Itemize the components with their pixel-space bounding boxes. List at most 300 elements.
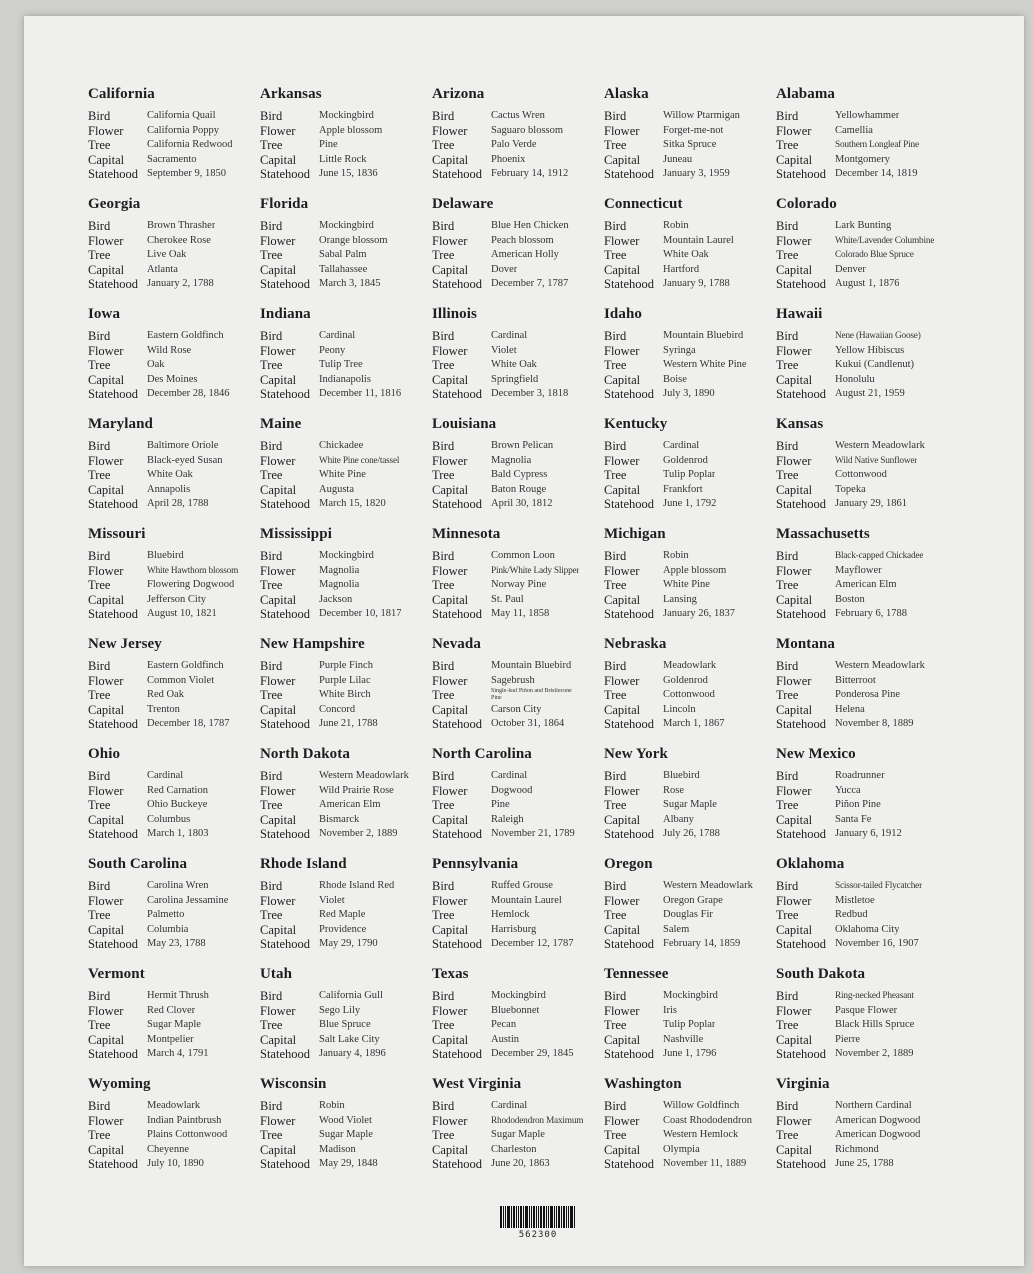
capital-value: Richmond [835,1143,879,1155]
capital-label: Capital [432,152,469,167]
capital-row [88,483,248,498]
state-name: Oregon [604,856,653,872]
capital-label: Capital [604,482,641,497]
state-name: Alaska [604,86,649,102]
bird-value: Northern Cardinal [835,1100,912,1111]
barcode-bar [546,1206,547,1228]
capital-label: Capital [432,372,469,387]
capital-value: Indianapolis [319,373,371,385]
flower-label: Flower [432,233,468,248]
bird-label: Bird [432,219,455,233]
statehood-value: August 1, 1876 [835,278,900,290]
state-card [248,960,420,1070]
flower-value: Indian Paintbrush [147,1114,222,1126]
flower-row [432,454,592,469]
bird-value: Bluebird [147,550,184,561]
flower-row [260,894,420,909]
capital-value: Santa Fe [835,813,872,825]
bird-row [432,219,592,234]
capital-label: Capital [260,702,297,717]
capital-label: Capital [604,812,641,827]
capital-label: Capital [260,372,297,387]
capital-value: Concord [319,703,356,715]
bird-label: Bird [604,329,627,343]
statehood-label: Statehood [260,277,310,292]
bird-value: Ruffed Grouse [491,880,553,891]
barcode-bar [500,1206,502,1228]
bird-row [432,659,592,674]
bird-label: Bird [88,549,111,563]
capital-value: Columbia [147,923,189,935]
statehood-value: May 29, 1848 [319,1158,378,1170]
flower-value: White/Lavender Columbine [835,235,935,246]
flower-value: Apple blossom [319,124,383,136]
tree-row [776,578,936,593]
flower-label: Flower [604,343,640,358]
capital-label: Capital [432,702,469,717]
capital-value: Austin [491,1033,520,1045]
capital-row [776,923,936,938]
bird-row [88,109,248,124]
capital-value: Annapolis [147,483,191,495]
state-card [248,850,420,960]
state-name: Oklahoma [776,856,845,872]
tree-label: Tree [260,1128,283,1143]
state-name: Texas [432,966,469,982]
flower-value: Sagebrush [491,674,535,686]
flower-label: Flower [260,123,296,138]
flower-label: Flower [432,343,468,358]
capital-row [776,483,936,498]
capital-row [88,373,248,388]
tree-value: Palmetto [147,909,185,921]
state-name: Nevada [432,636,481,652]
bird-value: Willow Ptarmigan [663,110,740,121]
flower-row [260,344,420,359]
bird-label: Bird [604,549,627,563]
statehood-label: Statehood [776,277,826,292]
statehood-value: January 2, 1788 [147,278,214,290]
capital-value: Hartford [663,263,700,275]
capital-label: Capital [88,372,125,387]
tree-value: Sugar Maple [319,1129,373,1141]
flower-value: Oregon Grape [663,894,723,906]
state-card [592,740,764,850]
flower-row [776,784,936,799]
tree-row [260,248,420,263]
tree-row [604,1018,764,1033]
tree-value: White Pine [663,579,710,591]
bird-value: Rhode Island Red [319,880,395,891]
bird-value: Mockingbird [319,550,374,561]
bird-row [776,879,936,894]
statehood-value: June 1, 1792 [663,498,717,510]
capital-row [88,703,248,718]
statehood-label: Statehood [260,1047,310,1062]
tree-label: Tree [88,1128,111,1143]
tree-label: Tree [776,1128,799,1143]
flower-value: Black-eyed Susan [147,454,223,466]
state-name: New Hampshire [260,636,365,652]
statehood-label: Statehood [432,1047,482,1062]
capital-row [604,813,764,828]
state-name: North Carolina [432,746,532,762]
statehood-row [604,937,764,952]
state-name: Hawaii [776,306,823,322]
tree-label: Tree [88,358,111,373]
tree-value: Sabal Palm [319,249,367,261]
flower-value: Red Clover [147,1004,196,1016]
capital-value: Phoenix [491,153,526,165]
capital-row [432,483,592,498]
state-card [592,630,764,740]
flower-value: Bitterroot [835,674,876,686]
tree-row [604,138,764,153]
state-card [420,850,592,960]
statehood-value: January 4, 1896 [319,1048,386,1060]
capital-row [776,153,936,168]
tree-value: Tulip Poplar [663,1019,716,1031]
bird-label: Bird [776,989,799,1003]
flower-value: Orange blossom [319,234,388,246]
flower-value: Syringa [663,344,696,356]
statehood-value: July 10, 1890 [147,1158,204,1170]
state-name: Indiana [260,306,311,322]
flower-row [604,124,764,139]
bird-row [88,329,248,344]
capital-row [776,703,936,718]
tree-row [88,248,248,263]
state-card [248,300,420,410]
bird-label: Bird [604,769,627,783]
statehood-row [776,167,936,182]
tree-value: Single-leaf Piñon and Bristlecone Pine [491,688,572,701]
bird-value: Purple Finch [319,660,373,671]
capital-label: Capital [432,1142,469,1157]
capital-row [432,1033,592,1048]
state-card [248,410,420,520]
bird-label: Bird [776,219,799,233]
tree-value: Black Hills Spruce [835,1019,915,1031]
capital-value: Boise [663,373,687,385]
state-card [764,960,936,1070]
tree-row [88,578,248,593]
flower-value: Mayflower [835,564,882,576]
flower-value: Bluebonnet [491,1004,540,1016]
flower-value: Wood Violet [319,1114,372,1126]
capital-value: Frankfort [663,483,703,495]
bird-row [604,549,764,564]
flower-label: Flower [776,233,812,248]
bird-label: Bird [776,329,799,343]
flower-value: Peony [319,344,346,356]
bird-label: Bird [776,659,799,673]
tree-row [776,1018,936,1033]
state-card [592,80,764,190]
bird-label: Bird [432,109,455,123]
bird-row [604,219,764,234]
bird-value: Meadowlark [147,1100,201,1111]
tree-row [432,908,592,923]
state-card [592,520,764,630]
statehood-row [88,387,248,402]
capital-label: Capital [88,262,125,277]
tree-row [260,688,420,703]
state-name: Massachusetts [776,526,870,542]
flower-label: Flower [604,123,640,138]
bird-row [776,769,936,784]
capital-row [776,1033,936,1048]
statehood-value: January 6, 1912 [835,828,902,840]
capital-row [88,813,248,828]
statehood-value: November 8, 1889 [835,718,914,730]
flower-row [432,784,592,799]
capital-row [432,1143,592,1158]
statehood-label: Statehood [604,937,654,952]
capital-row [776,813,936,828]
tree-label: Tree [432,248,455,263]
capital-label: Capital [260,922,297,937]
tree-value: Ohio Buckeye [147,799,208,811]
statehood-label: Statehood [260,827,310,842]
capital-label: Capital [432,1032,469,1047]
tree-label: Tree [260,688,283,703]
statehood-value: July 26, 1788 [663,828,720,840]
state-card [764,520,936,630]
bird-value: Western Meadowlark [319,770,409,781]
state-card [76,850,248,960]
state-name: Idaho [604,306,643,322]
tree-value: Oak [147,359,165,371]
statehood-value: March 4, 1791 [147,1048,209,1060]
capital-row [88,593,248,608]
capital-row [260,483,420,498]
statehood-row [88,937,248,952]
state-name: Mississippi [260,526,332,542]
statehood-row [604,167,764,182]
flower-label: Flower [776,123,812,138]
statehood-label: Statehood [260,607,310,622]
tree-value: Sitka Spruce [663,139,717,151]
barcode-bar [570,1206,573,1228]
state-name: Colorado [776,196,837,212]
statehood-row [88,1047,248,1062]
bird-label: Bird [260,329,283,343]
statehood-label: Statehood [88,277,138,292]
tree-value: Tulip Tree [319,359,363,371]
capital-value: Madison [319,1143,356,1155]
capital-value: Charleston [491,1143,537,1155]
bird-label: Bird [260,549,283,563]
statehood-label: Statehood [260,1157,310,1172]
flower-value: Goldenrod [663,674,708,686]
capital-value: Salt Lake City [319,1033,380,1045]
flower-value: Sego Lily [319,1004,361,1016]
bird-value: Willow Goldfinch [663,1100,740,1111]
flower-row [88,344,248,359]
state-name: New Jersey [88,636,162,652]
bird-value: Western Meadowlark [663,880,753,891]
tree-label: Tree [260,468,283,483]
statehood-row [88,717,248,732]
statehood-value: November 2, 1889 [319,828,398,840]
statehood-row [260,717,420,732]
statehood-row [88,277,248,292]
barcode-bar [550,1206,553,1228]
flower-label: Flower [88,123,124,138]
statehood-row [432,497,592,512]
statehood-row [260,1157,420,1172]
tree-label: Tree [260,138,283,153]
statehood-value: October 31, 1864 [491,718,565,730]
capital-row [604,1033,764,1048]
statehood-label: Statehood [432,827,482,842]
statehood-label: Statehood [432,717,482,732]
tree-value: Flowering Dogwood [147,579,235,591]
statehood-value: November 21, 1789 [491,828,575,840]
tree-row [604,468,764,483]
statehood-label: Statehood [604,1157,654,1172]
barcode-bar [529,1206,530,1228]
statehood-row [776,717,936,732]
tree-value: American Holly [491,249,559,261]
bird-label: Bird [432,659,455,673]
tree-row [776,688,936,703]
statehood-value: May 23, 1788 [147,938,206,950]
bird-row [260,219,420,234]
flower-row [260,1004,420,1019]
statehood-label: Statehood [260,497,310,512]
statehood-row [776,607,936,622]
capital-row [604,923,764,938]
capital-value: Montpelier [147,1033,194,1045]
flower-label: Flower [604,1113,640,1128]
statehood-label: Statehood [776,497,826,512]
capital-value: Dover [491,263,518,275]
statehood-value: December 11, 1816 [319,388,402,400]
capital-value: St. Paul [491,593,524,605]
capital-value: Honolulu [835,373,875,385]
tree-label: Tree [604,1128,627,1143]
capital-value: Lincoln [663,703,696,715]
tree-label: Tree [604,1018,627,1033]
tree-value: Red Oak [147,689,185,701]
capital-row [432,263,592,278]
bird-value: Robin [663,550,689,561]
state-card [420,630,592,740]
state-name: Georgia [88,196,141,212]
statehood-label: Statehood [604,167,654,182]
statehood-value: July 3, 1890 [663,388,715,400]
flower-value: Cherokee Rose [147,234,211,246]
bird-label: Bird [604,989,627,1003]
bird-label: Bird [604,879,627,893]
bird-label: Bird [432,1099,455,1113]
state-card [592,300,764,410]
state-card [764,630,936,740]
flower-value: Mountain Laurel [491,894,562,906]
statehood-label: Statehood [604,387,654,402]
statehood-value: June 25, 1788 [835,1158,894,1170]
statehood-label: Statehood [88,827,138,842]
tree-value: Sugar Maple [147,1019,201,1031]
bird-row [776,1099,936,1114]
barcode-bar [507,1206,510,1228]
flower-row [260,1114,420,1129]
statehood-label: Statehood [776,1047,826,1062]
tree-value: American Elm [835,579,897,591]
capital-value: Carson City [491,703,542,715]
bird-label: Bird [88,329,111,343]
bird-value: Common Loon [491,550,555,561]
tree-row [776,248,936,263]
bird-row [604,989,764,1004]
tree-label: Tree [432,138,455,153]
bird-row [432,769,592,784]
statehood-value: February 14, 1912 [491,168,569,180]
state-name: New Mexico [776,746,856,762]
bird-label: Bird [432,549,455,563]
capital-value: Montgomery [835,153,890,165]
flower-label: Flower [604,893,640,908]
bird-value: Mockingbird [319,110,374,121]
bird-label: Bird [260,109,283,123]
tree-label: Tree [432,908,455,923]
tree-value: Hemlock [491,909,530,921]
bird-value: Mockingbird [319,220,374,231]
bird-label: Bird [260,659,283,673]
capital-value: Raleigh [491,813,524,825]
flower-row [776,344,936,359]
capital-label: Capital [604,702,641,717]
bird-row [88,439,248,454]
flower-label: Flower [88,233,124,248]
statehood-label: Statehood [432,937,482,952]
flower-label: Flower [432,673,468,688]
bird-label: Bird [432,439,455,453]
state-name: Wisconsin [260,1076,327,1092]
tree-label: Tree [432,798,455,813]
bird-value: Robin [319,1100,345,1111]
bird-row [88,1099,248,1114]
tree-row [260,1018,420,1033]
bird-label: Bird [776,769,799,783]
bird-row [776,109,936,124]
statehood-row [260,387,420,402]
capital-value: Bismarck [319,813,360,825]
tree-row [260,468,420,483]
statehood-value: September 9, 1850 [147,168,227,180]
statehood-row [604,717,764,732]
bird-label: Bird [88,879,111,893]
tree-label: Tree [260,358,283,373]
capital-value: Jackson [319,593,353,605]
state-name: Washington [604,1076,682,1092]
statehood-row [776,1157,936,1172]
flower-row [260,234,420,249]
capital-label: Capital [88,152,125,167]
tree-value: Ponderosa Pine [835,689,901,701]
state-card [76,80,248,190]
statehood-label: Statehood [88,607,138,622]
tree-row [88,1018,248,1033]
flower-row [88,234,248,249]
statehood-value: March 3, 1845 [319,278,381,290]
statehood-value: February 6, 1788 [835,608,908,620]
statehood-label: Statehood [776,937,826,952]
tree-value: California Redwood [147,139,233,151]
state-card [764,80,936,190]
